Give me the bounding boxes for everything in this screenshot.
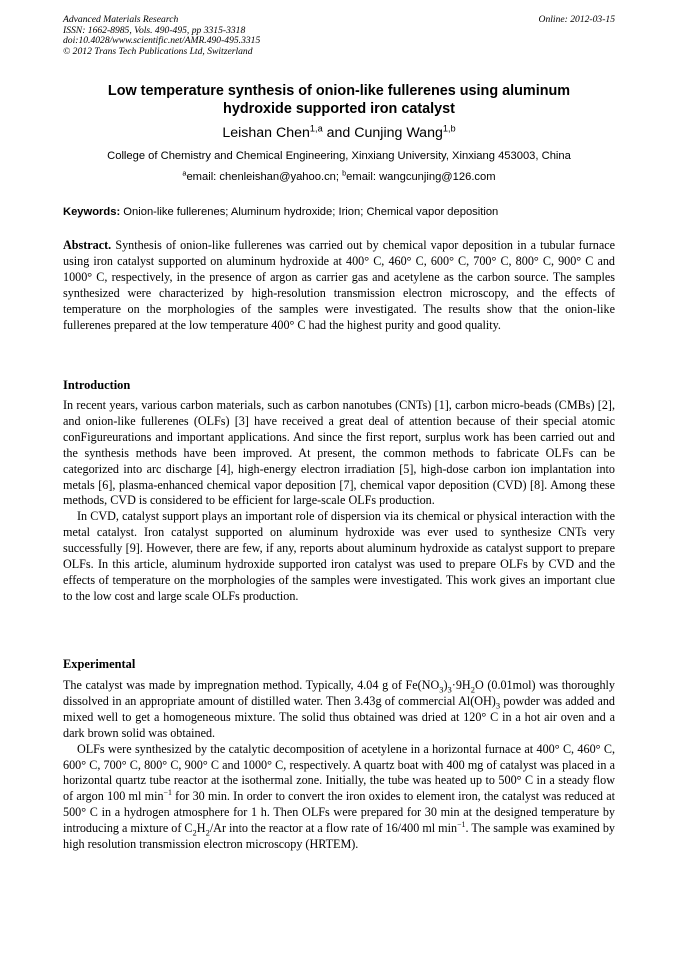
exp-p1-text-d: O (0.01mol) was thoroughly dissolved in an appropriate amount of distilled water. Then 3.43g of commercial Al(OH) [63, 678, 615, 708]
exp-p1-sub-1: 3 [439, 684, 444, 695]
email-a: email: chenleishan@yahoo.cn; [186, 171, 343, 183]
exp-p2-text-c: H [196, 821, 206, 836]
author-2: Cunjing Wang [354, 125, 443, 141]
experimental-paragraph-2 [63, 742, 615, 853]
exp-p1-sub-3: 2 [470, 684, 475, 695]
journal-header [63, 15, 615, 57]
exp-p1-text-c: ·9H [451, 678, 471, 692]
experimental-heading: Experimental [63, 657, 136, 671]
journal-name: Advanced Materials Research [63, 14, 179, 25]
keywords-label: Keywords: [63, 206, 121, 218]
experimental-paragraph-1 [63, 678, 615, 742]
exp-p1-text-b: ) [443, 678, 448, 692]
issn-line: ISSN: 1662-8985, Vols. 490-495, pp 3315-3318 [63, 24, 246, 36]
email-b-mark: b [342, 168, 347, 178]
exp-p2-text-d: /Ar into the reactor at a flow rate of 16/400 ml min [209, 821, 458, 836]
doi-line: doi:10.4028/www.scientific.net/AMR.490-495.3315 [63, 35, 261, 47]
introduction-heading: Introduction [63, 378, 131, 392]
keywords-text: Onion-like fullerenes; Aluminum hydroxide; Irion; Chemical vapor deposition [120, 206, 499, 218]
abstract [63, 238, 615, 333]
exp-p1-sub-2: 3 [447, 684, 452, 695]
title-line-2: hydroxide supported iron catalyst [223, 101, 455, 117]
abstract-text: Synthesis of onion-like fullerenes was carried out by chemical vapor deposition in a tubular furnace using iron catalyst supported on aluminum hydroxide at 400° C, 460° C, 600° C, 700° C, 800° C, 900° C and 1000° C, respectively, in the presence of argon as carrier gas and acetylene as the carbon source. The samples synthesized were characterized by high-resolution transmission electron microscopy, and the effects of temperature on the morphologies of the samples were investigated. The results show that the onion-like fullerenes prepared at the low temperature 400° C had the highest purity and good quality. [63, 238, 615, 332]
title-line-1: Low temperature synthesis of onion-like fullerenes using aluminum [107, 83, 571, 99]
author-conjunction: and [322, 125, 355, 141]
introduction-paragraph-1: In recent years, various carbon materials, such as carbon nanotubes (CNTs) [1], carbon micro-beads (CMBs) [2], and onion-like fullerenes (OLFs) [3] have received a great deal of attention because of their special atomic conFigureurations and important applications. And since the first report, surplus work has been carried out and the synthesis methods have been improved. At present, the common methods to fabricate OLFs can be categorized into arc discharge [4], high-energy electron irradiation [5], high-dose carbon ion implantation into metals [6], plasma-enhanced chemical vapor deposition [7], chemical vapor deposition (CVD) [8]. Among these methods, CVD is considered to be efficient for large-scale OLFs production. [63, 398, 615, 508]
exp-p2-sup-2: −1 [457, 820, 466, 830]
introduction-paragraph-2: In CVD, catalyst support plays an important role of dispersion via its chemical or physical interaction with the metal catalyst. Iron catalyst supported on aluminum hydroxide was ever used to synthesize CNTs very successfully [9]. However, there are few, if any, reports about aluminum hydroxide as catalyst support to prepare OLFs. In this article, aluminum hydroxide supported iron catalyst was used to prepare OLFs by CVD and the effects of temperature on the morphologies of the samples were investigated. This work gives an important clue to the low cost and large scale OLFs production. [63, 509, 615, 603]
exp-p2-sub-1: 2 [192, 827, 197, 838]
author-list [70, 124, 608, 142]
copyright-line: © 2012 Trans Tech Publications Ltd, Switzerland [63, 45, 253, 57]
exp-p2-text-a: OLFs were synthesized by the catalytic decomposition of acetylene in a horizontal furnace at 400° C, 460° C, 600° C, 700° C, 800° C, 900° C and 1000° C, respectively. A quartz boat with 400 mg of catalyst was placed in a horizontal quartz tube reactor at the isothermal zone. Initially, the tube was heated up to 500° C in a steady flow of argon 100 ml min [63, 741, 615, 804]
keywords [63, 205, 615, 220]
exp-p2-sup-1: −1 [163, 788, 172, 798]
affiliation: College of Chemistry and Chemical Engineering, Xinxiang University, Xinxiang 453003, China [107, 150, 571, 162]
author-1-affil: 1,a [309, 123, 323, 134]
email-b: email: wangcunjing@126.com [346, 171, 496, 183]
email-a-mark: a [182, 168, 187, 178]
exp-p1-text-a: The catalyst was made by impregnation method. Typically, 4.04 g of Fe(NO [63, 678, 440, 692]
author-emails [50, 170, 628, 185]
exp-p2-text-b: for 30 min. In order to convert the iron oxides to element iron, the catalyst was reduced at 500° C in a hydrogen atmosphere for 1 h. Then OLFs were prepared for 30 min at the designed temperature by introducing a mixture of C [63, 789, 615, 836]
author-1: Leishan Chen [222, 125, 310, 141]
introduction-body [63, 398, 615, 605]
experimental-body [63, 678, 615, 853]
author-2-affil: 1,b [442, 123, 456, 134]
exp-p1-text-e: powder was added and mixed well to get a homogeneous mixture. The solid thus obtained was dried at 120° C in a hot air oven and a dark brown solid was obtained. [63, 693, 615, 740]
exp-p2-text-e: . The sample was examined by high resolution transmission electron microscopy (HRTEM). [63, 821, 615, 852]
exp-p1-sub-4: 3 [495, 700, 501, 711]
paper-title [70, 82, 608, 118]
online-date: Online: 2012-03-15 [538, 14, 615, 25]
abstract-label: Abstract. [63, 238, 112, 252]
exp-p2-sub-2: 2 [205, 827, 210, 838]
